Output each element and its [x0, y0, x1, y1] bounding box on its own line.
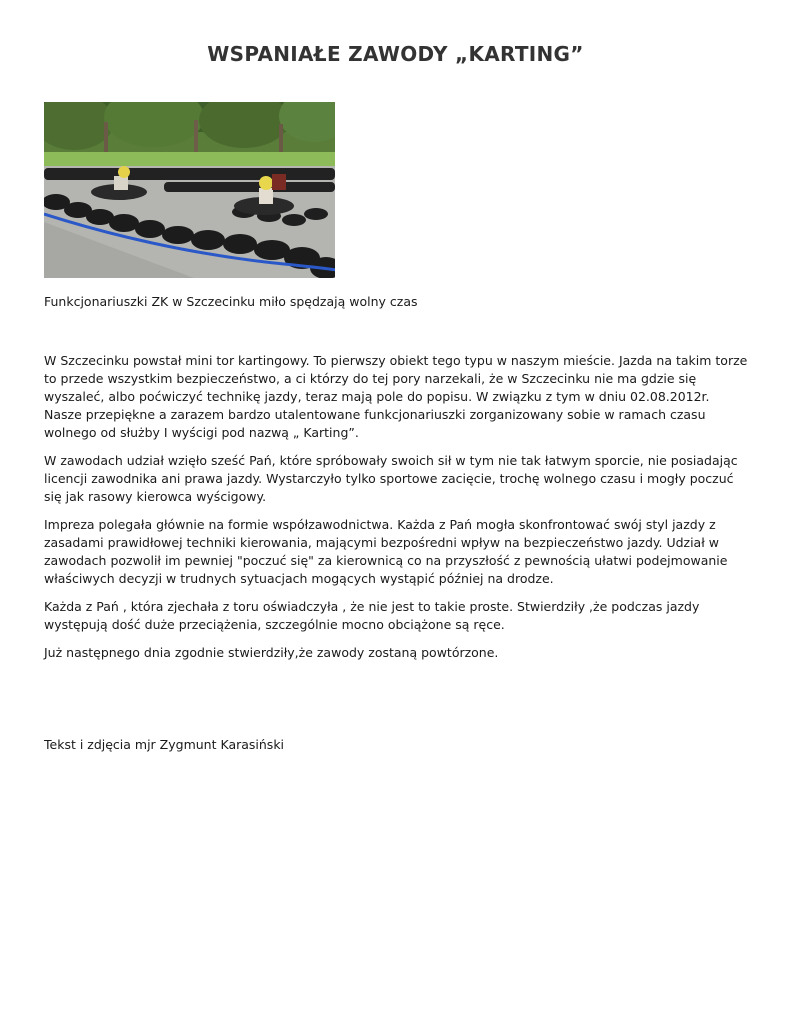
article-paragraph: W zawodach udział wzięło sześć Pań, które spróbowały swoich sił w tym nie tak łatwym sporcie, nie posiadając licencji zawodnika ani prawa jazdy. Wystarczyło tylko sportowe zacięcie, trochę wolnego czasu i mogły poczuć się jak rasowy kierowca wyścigowy. [44, 453, 738, 504]
author-credit: Tekst i zdjęcia mjr Zygmunt Karasiński [44, 737, 285, 752]
article-paragraph: Impreza polegała głównie na formie współzawodnictwa. Każda z Pań mogła skonfrontować swój styl jazdy z zasadami prawidłowej techniki kierowania, mającymi bezpośredni wpływ na bezpieczeństwo jazdy. Udział w zawodach pozwolił im pewniej "poczuć się" za kierownicą co na przyszłość z pewnością ułatwi podejmowanie właściwych decyzji w trudnych sytuacjach mogących wystąpić później na drodze. [44, 517, 728, 586]
page-title: WSPANIAŁE ZAWODY „KARTING” [207, 42, 584, 66]
article-body [44, 352, 749, 672]
article-paragraph: Już następnego dnia zgodnie stwierdziły,że zawody zostaną powtórzone. [44, 645, 499, 660]
karting-photo [44, 102, 335, 278]
article-paragraph: Każda z Pań , która zjechała z toru oświadczyła , że nie jest to takie proste. Stwierdziły ,że podczas jazdy występują dość duże przeciążenia, szczególnie mocno obciążone są ręce. [44, 599, 700, 632]
photo-caption: Funkcjonariuszki ZK w Szczecinku miło spędzają wolny czas [44, 294, 418, 309]
article-paragraph: W Szczecinku powstał mini tor kartingowy. To pierwszy obiekt tego typu w naszym mieście. Jazda na takim torze to przede wszystkim bezpieczeństwo, a ci którzy do tej pory narzekali, że w Szczecinku nie ma gdzie się wyszaleć, albo poćwiczyć technikę jazdy, teraz mają pole do popisu. W związku z tym w dniu 02.08.2012r. Nasze przepiękne a zarazem bardzo utalentowane funkcjonariuszki zorganizowany sobie w ramach czasu wolnego od służby I wyścigi pod nazwą „ Karting”. [44, 353, 748, 440]
